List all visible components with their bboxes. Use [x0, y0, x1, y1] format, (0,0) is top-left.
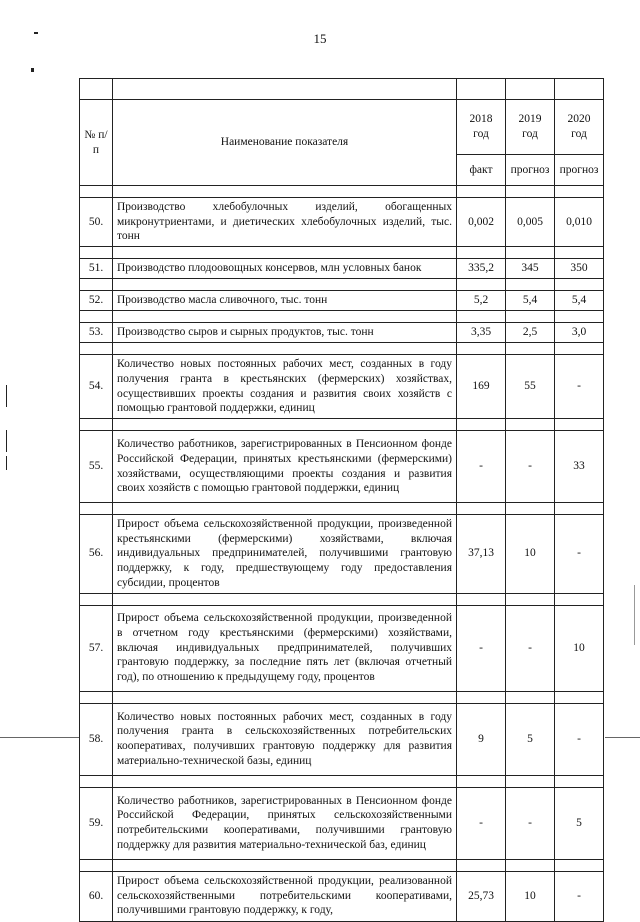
row-number: 58. [80, 703, 113, 775]
row-value-2020: 5 [555, 787, 604, 859]
row-indicator-name: Количество новых постоянных рабочих мест, созданных в году получения гранта в сельскохозяйственных потребительских кооперативах, получивших грантовую поддержку для развития материально-технической базы, единиц [113, 703, 457, 775]
row-value-2020: 33 [555, 431, 604, 503]
table-row [80, 431, 604, 503]
row-indicator-name: Количество новых постоянных рабочих мест, созданных в году получения гранта в крестьянских (фермерских) хозяйствах, осуществивших проекты создания и развития своих хозяйств с помощью грантовой поддержки, единиц [113, 355, 457, 419]
row-value-2018: 3,35 [457, 323, 506, 343]
indicators-table [79, 78, 604, 922]
spacer-row [80, 247, 604, 259]
row-indicator-name: Производство плодоовощных консервов, млн условных банок [113, 259, 457, 279]
table-row [80, 323, 604, 343]
row-indicator-name: Прирост объема сельскохозяйственной продукции, реализованной сельскохозяйственными потребительскими кооперативами, получившими грантовую поддержку, к году, [113, 871, 457, 921]
spacer-row [80, 186, 604, 198]
scan-edge-mark [6, 430, 7, 452]
row-value-2019: - [506, 431, 555, 503]
row-value-2020: 0,010 [555, 198, 604, 247]
row-number: 54. [80, 355, 113, 419]
row-value-2019: 2,5 [506, 323, 555, 343]
row-indicator-name: Производство сыров и сырных продуктов, тыс. тонн [113, 323, 457, 343]
row-value-2020: 10 [555, 605, 604, 691]
header-blank-cell [80, 79, 113, 100]
spacer-row [80, 419, 604, 431]
row-value-2018: 25,73 [457, 871, 506, 921]
row-value-2018: 335,2 [457, 259, 506, 279]
row-number: 56. [80, 515, 113, 594]
row-value-2018: 169 [457, 355, 506, 419]
table-row [80, 605, 604, 691]
header-year-2019: 2019 год [506, 100, 555, 155]
header-name: Наименование показателя [113, 100, 457, 186]
row-value-2018: 5,2 [457, 291, 506, 311]
spacer-row [80, 775, 604, 787]
row-value-2018: - [457, 787, 506, 859]
row-indicator-name: Количество работников, зарегистрированных в Пенсионном фонде Российской Федерации, принятых крестьянскими (фермерскими) хозяйствами, осуществляющими проекты создания и развития своих хозяйств с помощью грантовой поддержки, единиц [113, 431, 457, 503]
row-value-2019: - [506, 787, 555, 859]
row-indicator-name: Производство масла сливочного, тыс. тонн [113, 291, 457, 311]
table-row [80, 259, 604, 279]
row-value-2020: 3,0 [555, 323, 604, 343]
subheader-2019: прогноз [506, 155, 555, 186]
table-row [80, 703, 604, 775]
table-header-top-row [80, 79, 604, 100]
header-year-2018: 2018 год [457, 100, 506, 155]
row-value-2019: 55 [506, 355, 555, 419]
spacer-row [80, 279, 604, 291]
scan-line [605, 737, 640, 738]
scan-dot [31, 68, 34, 72]
row-value-2020: - [555, 871, 604, 921]
header-num: № п/п [80, 100, 113, 186]
row-value-2018: - [457, 431, 506, 503]
row-value-2020: - [555, 703, 604, 775]
row-value-2018: 0,002 [457, 198, 506, 247]
row-number: 60. [80, 871, 113, 921]
row-value-2019: - [506, 605, 555, 691]
table-body [80, 186, 604, 922]
table-row [80, 291, 604, 311]
scan-edge-mark [6, 385, 7, 407]
row-value-2019: 10 [506, 515, 555, 594]
row-value-2020: 5,4 [555, 291, 604, 311]
table-row [80, 515, 604, 594]
row-value-2019: 10 [506, 871, 555, 921]
table-row [80, 355, 604, 419]
row-value-2018: - [457, 605, 506, 691]
row-value-2020: - [555, 355, 604, 419]
page-number: 15 [313, 31, 327, 46]
row-number: 59. [80, 787, 113, 859]
spacer-row [80, 859, 604, 871]
row-value-2020: - [555, 515, 604, 594]
table-row [80, 198, 604, 247]
table-header-row [80, 100, 604, 155]
header-blank-cell [113, 79, 457, 100]
spacer-row [80, 311, 604, 323]
header-blank-cell [457, 79, 506, 100]
row-number: 57. [80, 605, 113, 691]
table-row [80, 787, 604, 859]
row-value-2019: 5 [506, 703, 555, 775]
scan-line [0, 737, 80, 738]
spacer-row [80, 593, 604, 605]
subheader-2020: прогноз [555, 155, 604, 186]
row-number: 55. [80, 431, 113, 503]
row-value-2019: 345 [506, 259, 555, 279]
row-value-2019: 5,4 [506, 291, 555, 311]
row-indicator-name: Производство хлебобулочных изделий, обогащенных микронутриентами, и диетических хлебобулочных изделий, тыс. тонн [113, 198, 457, 247]
table-row [80, 871, 604, 921]
spacer-row [80, 503, 604, 515]
header-blank-cell [555, 79, 604, 100]
row-number: 51. [80, 259, 113, 279]
row-number: 52. [80, 291, 113, 311]
row-indicator-name: Количество работников, зарегистрированных в Пенсионном фонде Российской Федерации, принятых сельскохозяйственными потребительскими кооперативами, получившими грантовую поддержку для развития материально-технической баз, единиц [113, 787, 457, 859]
row-value-2018: 9 [457, 703, 506, 775]
scan-edge-mark [634, 585, 635, 645]
row-number: 50. [80, 198, 113, 247]
row-value-2019: 0,005 [506, 198, 555, 247]
scan-edge-mark [6, 456, 7, 470]
header-year-2020: 2020 год [555, 100, 604, 155]
row-indicator-name: Прирост объема сельскохозяйственной продукции, произведенной крестьянскими (фермерскими) хозяйствами, включая индивидуальных предпринимателей, получившими грантовую поддержку, к году, предшествующему году предоставления субсидии, процентов [113, 515, 457, 594]
row-value-2018: 37,13 [457, 515, 506, 594]
spacer-row [80, 343, 604, 355]
row-value-2020: 350 [555, 259, 604, 279]
subheader-2018: факт [457, 155, 506, 186]
header-blank-cell [506, 79, 555, 100]
row-indicator-name: Прирост объема сельскохозяйственной продукции, произведенной в отчетном году крестьянскими (фермерскими) хозяйствами, включая индивидуальных предпринимателей, получивших грантовую поддержку, за последние пять лет (включая отчетный год), по отношению к предыдущему году, процентов [113, 605, 457, 691]
scan-dot [34, 32, 38, 34]
row-number: 53. [80, 323, 113, 343]
spacer-row [80, 691, 604, 703]
